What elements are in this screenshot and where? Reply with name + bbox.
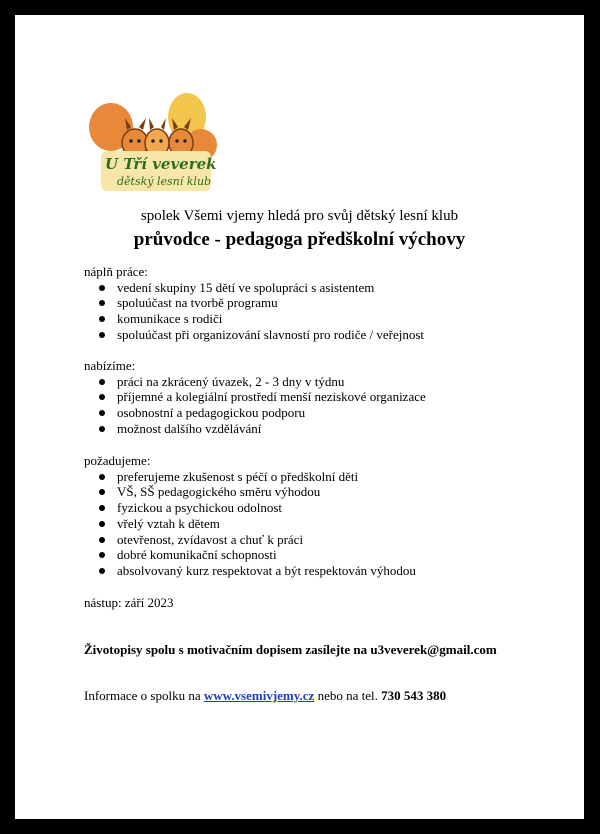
list-item: spoluúčast při organizování slavností pro rodiče / veřejnost: [84, 327, 424, 343]
list-item: otevřenost, zvídavost a chuť k práci: [84, 532, 416, 548]
section-job-duties: [84, 264, 424, 343]
club-logo: [83, 87, 223, 195]
document-page: [15, 15, 584, 819]
section-label: náplň práce:: [84, 264, 148, 279]
list-item: komunikace s rodiči: [84, 311, 424, 327]
logo-title: U Tří veverek: [105, 155, 217, 173]
bullet-list: [84, 280, 424, 343]
website-link[interactable]: www.vsemivjemy.cz: [203, 688, 315, 703]
section-we-offer: [84, 358, 426, 437]
contact-info: [84, 688, 446, 704]
info-middle: nebo na tel.: [314, 688, 382, 703]
cv-instructions: Životopisy spolu s motivačním dopisem zasílejte na u3veverek@gmail.com: [84, 642, 497, 657]
list-item: spoluúčast na tvorbě programu: [84, 295, 424, 311]
bullet-list: [84, 374, 426, 437]
bullet-list: [84, 469, 416, 579]
list-item: VŠ, SŠ pedagogického směru výhodou: [84, 484, 416, 500]
info-prefix: Informace o spolku na: [84, 688, 204, 703]
list-item: vedení skupiny 15 dětí ve spolupráci s asistentem: [84, 280, 424, 296]
section-requirements: [84, 453, 416, 579]
intro-line: spolek Všemi vjemy hledá pro svůj dětský lesní klub: [140, 208, 459, 224]
section-label: nabízíme:: [84, 358, 136, 373]
start-date: nástup: září 2023: [84, 595, 174, 610]
list-item: vřelý vztah k dětem: [84, 516, 416, 532]
list-item: dobré komunikační schopnosti: [84, 547, 416, 563]
list-item: příjemné a kolegiální prostředí menší neziskové organizace: [84, 389, 426, 405]
position-title: průvodce - pedagoga předškolní výchovy: [133, 229, 466, 250]
list-item: absolvovaný kurz respektovat a být respektován výhodou: [84, 563, 416, 579]
list-item: práci na zkrácený úvazek, 2 - 3 dny v týdnu: [84, 374, 426, 390]
list-item: fyzickou a psychickou odolnost: [84, 500, 416, 516]
list-item: osobnostní a pedagogickou podporu: [84, 405, 426, 421]
logo-subtitle: dětský lesní klub: [117, 175, 212, 188]
list-item: preferujeme zkušenost s péčí o předškolní děti: [84, 469, 416, 485]
list-item: možnost dalšího vzdělávání: [84, 421, 426, 437]
phone-number: 730 543 380: [381, 688, 447, 703]
section-label: požadujeme:: [84, 453, 151, 468]
